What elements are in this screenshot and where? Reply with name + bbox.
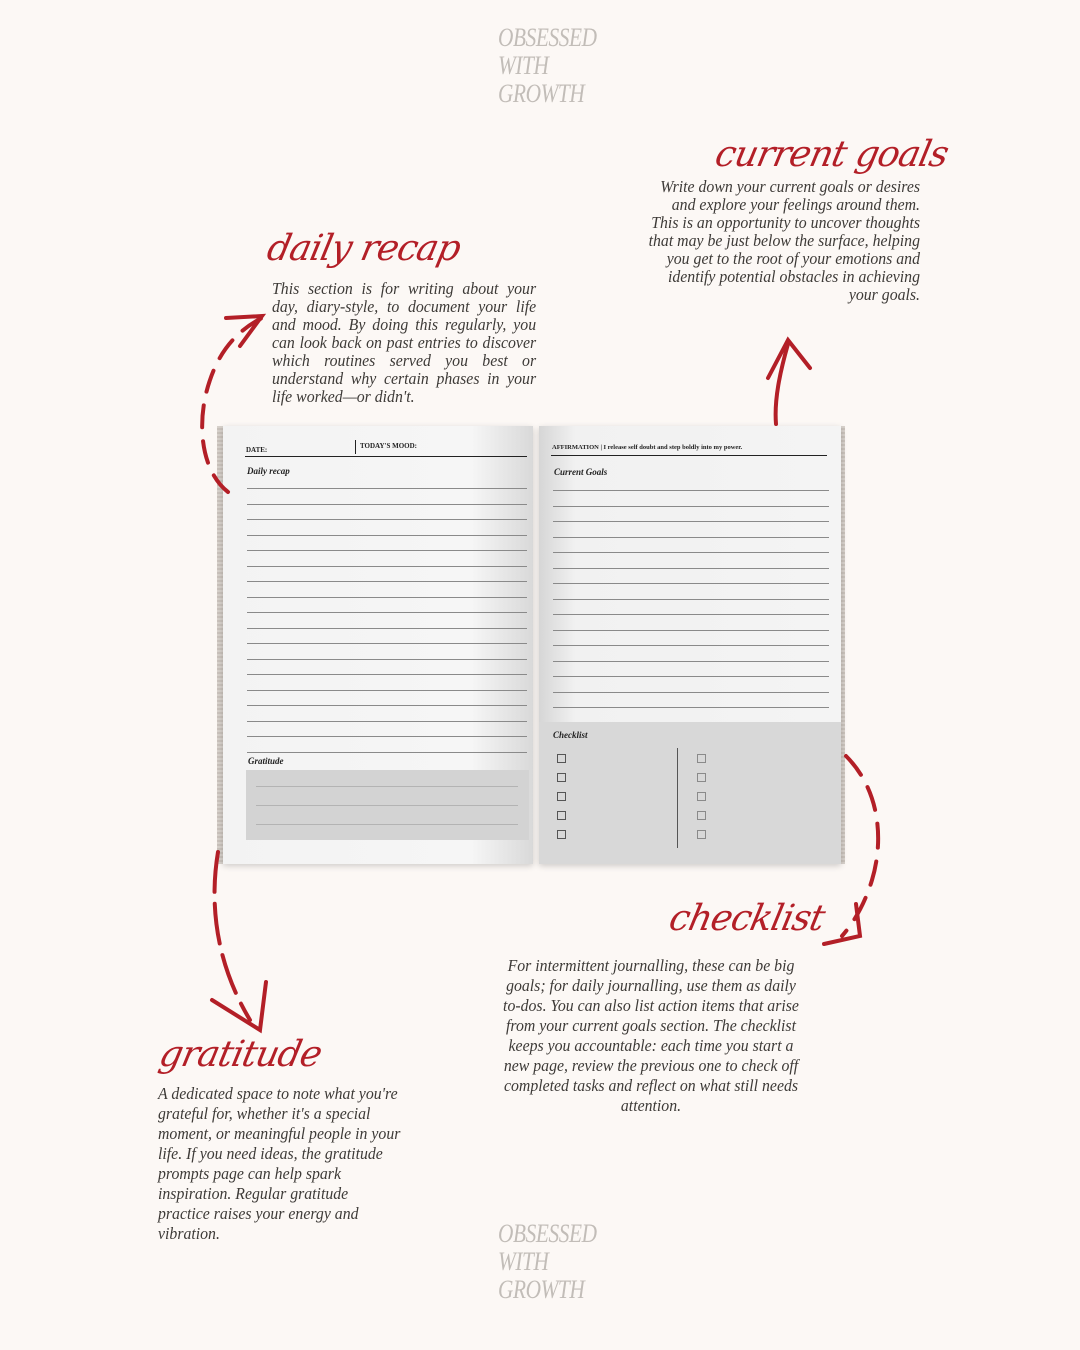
daily-recap-arrow <box>202 318 262 492</box>
daily-recap-title: daily recap <box>263 228 464 269</box>
checklist-label: Checklist <box>553 730 588 740</box>
current-goals-description: Write down your current goals or desires and explore your feelings around them. This is an opportunity to uncover thoughts that may be just below the surface, helping you get to the root of your emotions and identify potential obstacles in achieving your goals. <box>648 177 920 304</box>
current-goals-title: current goals <box>711 134 952 175</box>
gratitude-arrowhead <box>212 982 266 1030</box>
mood-label: TODAY'S MOOD: <box>360 442 417 450</box>
checklist-arrowhead <box>824 904 860 944</box>
checklist-arrow <box>842 756 878 936</box>
current-goals-label: Current Goals <box>554 467 608 477</box>
checklist-description: For intermittent journalling, these can be big goals; for daily journalling, use them as daily to-dos. You can also list action items that arise from your current goals section. The checklist keeps you accountable: each time you start a new page, review the previous one to check off completed tasks and reflect on what still needs attention. <box>503 956 799 1115</box>
logo-line-3: GROWTH <box>498 79 585 108</box>
logo-line-3: GROWTH <box>498 1275 585 1304</box>
logo-line-1: OBSESSED <box>498 1219 597 1248</box>
gratitude-arrow <box>215 852 250 1020</box>
logo-line-1: OBSESSED <box>498 23 597 52</box>
gratitude-title: gratitude <box>155 1034 326 1075</box>
affirmation-label: AFFIRMATION | I release self doubt and step boldly into my power. <box>552 444 743 451</box>
daily-recap-description: This section is for writing about your day, diary-style, to document your life and mood. By doing this regularly, you can look back on past entries to discover which routines served you best or understand why certain phases in your life worked—or didn't. <box>272 279 537 406</box>
logo-line-2: WITH <box>498 1247 549 1276</box>
gratitude-label: Gratitude <box>248 756 284 766</box>
date-label: DATE: <box>246 446 268 454</box>
gratitude-description: A dedicated space to note what you're grateful for, whether it's a special moment, or meaningful people in your life. If you need ideas, the gratitude prompts page can help spark inspiration. Regular gratitude practice raises your energy and vibration. <box>158 1084 401 1243</box>
logo-line-2: WITH <box>498 51 549 80</box>
checklist-title: checklist <box>665 898 828 939</box>
daily-recap-label: Daily recap <box>247 466 290 476</box>
